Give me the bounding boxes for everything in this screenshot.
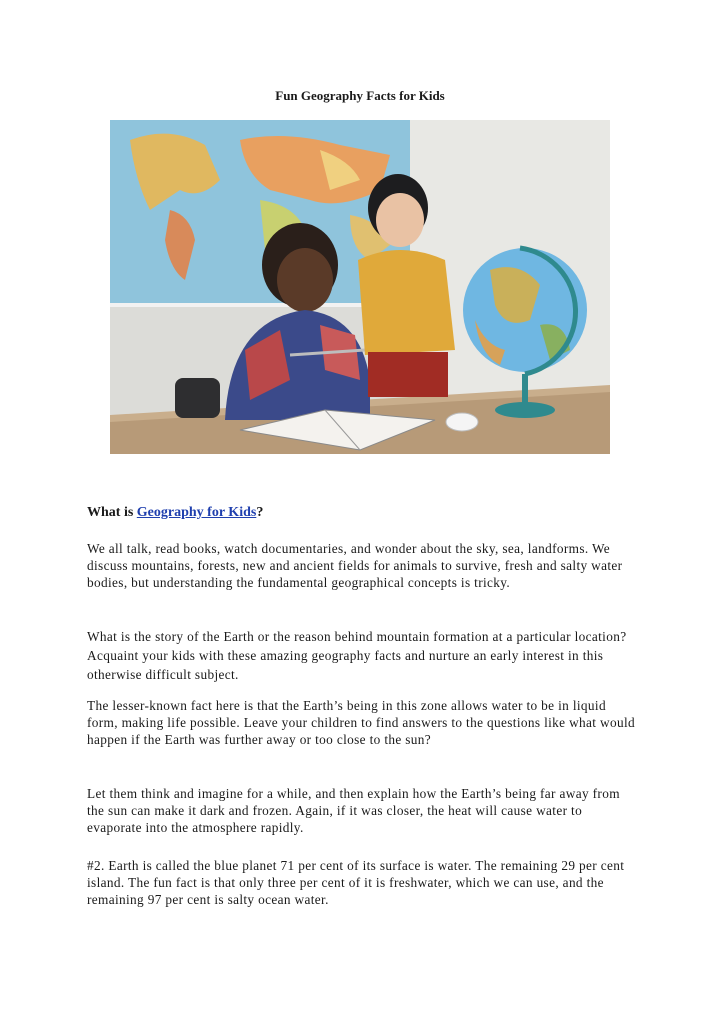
paragraph-blue-planet: #2. Earth is called the blue planet 71 per cent of its surface is water. The remaining 29 per cent island. The fun fact is that only three per cent of it is freshwater, which we can use, and the remaining 97 per cent is salty ocean water. bbox=[87, 858, 625, 907]
section-heading bbox=[87, 505, 263, 521]
classroom-photo-illustration bbox=[110, 120, 610, 454]
paragraph-story: What is the story of the Earth or the reason behind mountain formation at a particular location? Acquaint your kids with these amazing geography facts and nurture an early interest in this otherwise difficult subject. bbox=[87, 629, 627, 682]
paragraph-intro: We all talk, read books, watch documentaries, and wonder about the sky, sea, landforms. We discuss mountains, forests, new and ancient fields for animals to survive, fresh and salty water bodies, but understanding the fundamental geographical concepts is tricky. bbox=[87, 541, 623, 590]
paragraph-zone: The lesser-known fact here is that the Earth’s being in this zone allows water to be in liquid form, making life possible. Leave your children to find answers to the questions like what would happen if the Earth was further away or too close to the sun? bbox=[87, 698, 636, 747]
geography-for-kids-link[interactable]: Geography for Kids bbox=[136, 505, 257, 520]
page-title: Fun Geography Facts for Kids bbox=[275, 88, 445, 103]
paragraph-imagine: Let them think and imagine for a while, and then explain how the Earth’s being far away from the sun can make it dark and frozen. Again, if it was closer, the heat will cause water to evaporate into the atmosphere rapidly. bbox=[87, 786, 620, 835]
heading-suffix: ? bbox=[256, 505, 264, 520]
heading-prefix: What is bbox=[87, 505, 137, 520]
classroom-photo bbox=[110, 120, 610, 454]
